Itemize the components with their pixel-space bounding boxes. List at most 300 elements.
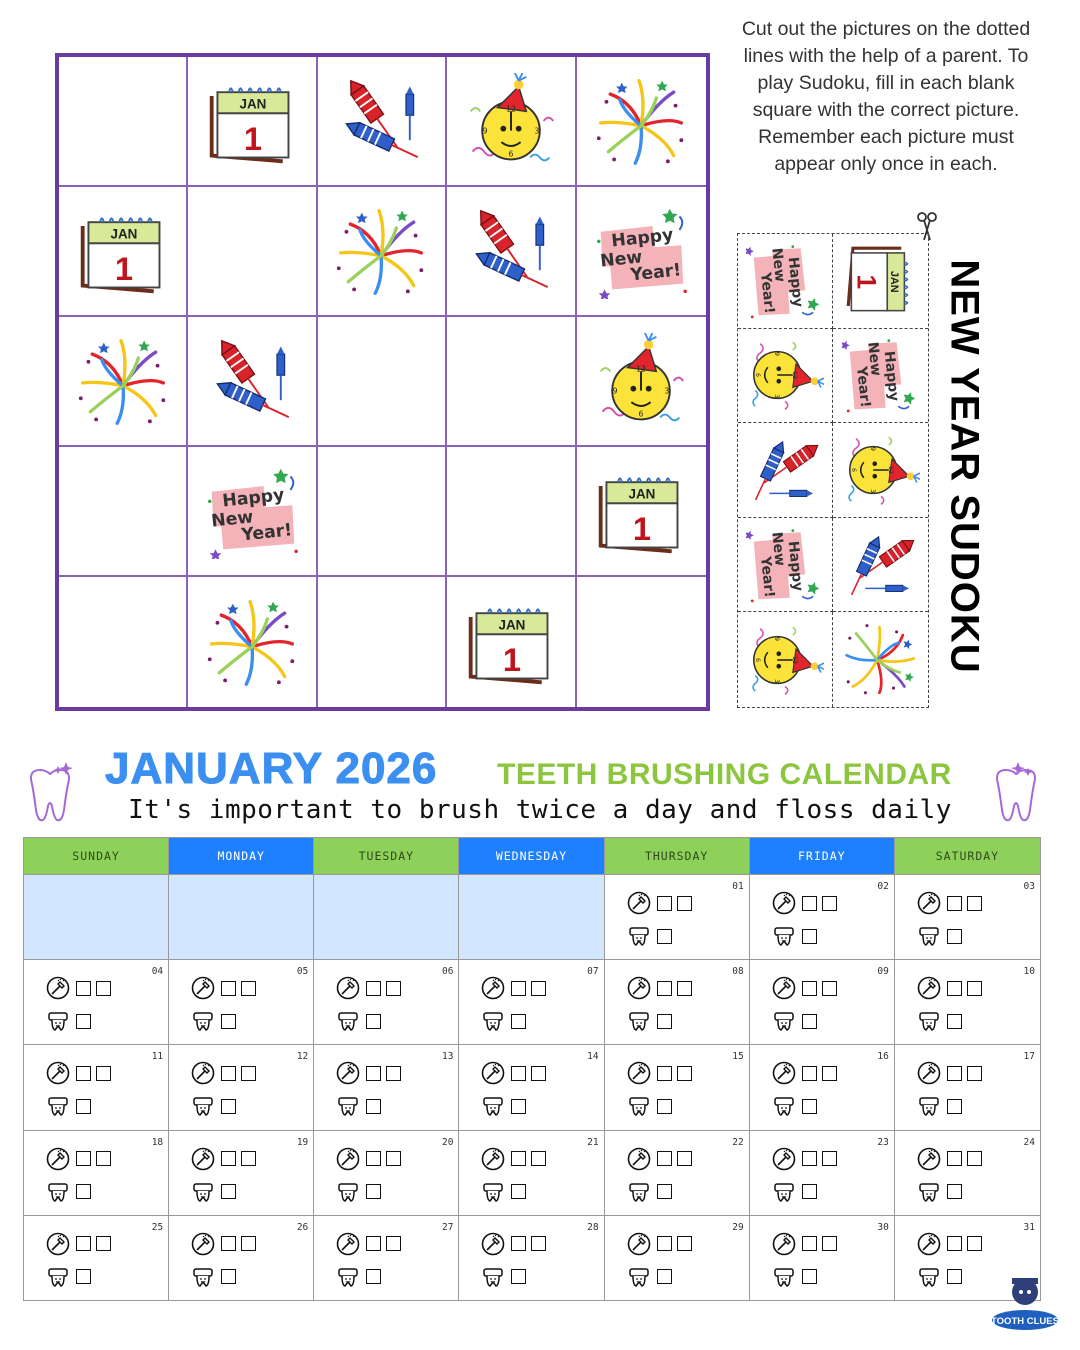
- brush-night-checkbox[interactable]: [386, 1151, 401, 1166]
- floss-icon: [917, 1094, 941, 1118]
- brush-row: [481, 1061, 551, 1085]
- brush-night-checkbox[interactable]: [531, 1236, 546, 1251]
- brush-night-checkbox[interactable]: [531, 1151, 546, 1166]
- floss-checkbox[interactable]: [802, 1184, 817, 1199]
- brush-morning-checkbox[interactable]: [366, 1151, 381, 1166]
- sudoku-cell: [188, 447, 317, 577]
- sudoku-cell: [577, 447, 706, 577]
- sudoku-cell: [577, 187, 706, 317]
- brush-row: [191, 1232, 261, 1256]
- toothbrush-icon: [917, 1147, 941, 1171]
- toothbrush-icon: [336, 976, 360, 1000]
- brush-row: [627, 976, 697, 1000]
- fireworks-picture: [333, 203, 429, 299]
- brush-morning-checkbox[interactable]: [657, 981, 672, 996]
- empty-day-cell: [169, 874, 314, 959]
- toothbrush-icon: [46, 1147, 70, 1171]
- floss-row: [46, 1180, 96, 1204]
- fireworks-picture: [204, 594, 300, 690]
- brush-morning-checkbox[interactable]: [76, 1236, 91, 1251]
- day-cell: [314, 1130, 459, 1215]
- day-number: 31: [1023, 1221, 1035, 1233]
- floss-icon: [772, 1094, 796, 1118]
- floss-checkbox[interactable]: [76, 1269, 91, 1284]
- toothbrush-icon: [191, 1147, 215, 1171]
- floss-checkbox[interactable]: [947, 1014, 962, 1029]
- brush-night-checkbox[interactable]: [241, 1236, 256, 1251]
- sudoku-cell: [577, 57, 706, 187]
- floss-row: [772, 1265, 822, 1289]
- brush-morning-checkbox[interactable]: [511, 981, 526, 996]
- day-number: 22: [732, 1136, 744, 1148]
- floss-row: [481, 1180, 531, 1204]
- sudoku-cell: [188, 577, 317, 707]
- brush-row: [772, 891, 842, 915]
- sudoku-blank-cell: [447, 447, 576, 577]
- cutout-piece: [833, 423, 928, 518]
- cutout-piece: [738, 423, 833, 518]
- clock-picture: [746, 621, 824, 699]
- toothbrush-icon: [772, 1147, 796, 1171]
- toothbrush-icon: [772, 1061, 796, 1085]
- floss-checkbox[interactable]: [802, 1014, 817, 1029]
- toothbrush-icon: [481, 1147, 505, 1171]
- day-of-week-header: TUESDAY: [314, 838, 459, 874]
- brush-morning-checkbox[interactable]: [802, 1066, 817, 1081]
- brush-night-checkbox[interactable]: [967, 1151, 982, 1166]
- day-cell: [605, 874, 750, 959]
- toothbrush-icon: [481, 1061, 505, 1085]
- brush-night-checkbox[interactable]: [531, 1066, 546, 1081]
- brush-night-checkbox[interactable]: [967, 1066, 982, 1081]
- day-number: 19: [296, 1136, 309, 1148]
- floss-icon: [772, 924, 796, 948]
- fireworks-picture: [842, 621, 920, 699]
- sudoku-cell: [188, 317, 317, 447]
- day-number: 13: [441, 1051, 454, 1063]
- day-cell: [169, 1130, 314, 1215]
- brush-morning-checkbox[interactable]: [76, 1066, 91, 1081]
- floss-icon: [627, 1265, 651, 1289]
- floss-checkbox[interactable]: [511, 1014, 526, 1029]
- brush-row: [772, 1147, 842, 1171]
- brush-morning-checkbox[interactable]: [947, 896, 962, 911]
- toothbrush-icon: [917, 1061, 941, 1085]
- floss-row: [336, 1180, 386, 1204]
- floss-row: [627, 924, 677, 948]
- brush-morning-checkbox[interactable]: [511, 1066, 526, 1081]
- floss-row: [772, 1009, 822, 1033]
- cutout-piece: [833, 234, 928, 329]
- brush-night-checkbox[interactable]: [677, 1151, 692, 1166]
- floss-row: [917, 924, 967, 948]
- floss-icon: [627, 924, 651, 948]
- day-number: 30: [877, 1221, 889, 1233]
- sudoku-board: [55, 53, 710, 711]
- day-cell: [895, 1130, 1040, 1215]
- brush-row: [191, 976, 261, 1000]
- brush-morning-checkbox[interactable]: [366, 981, 381, 996]
- day-cell: [169, 959, 314, 1044]
- floss-row: [627, 1180, 677, 1204]
- day-cell: [605, 1044, 750, 1129]
- day-number: 21: [587, 1136, 599, 1148]
- day-of-week-header: MONDAY: [169, 838, 314, 874]
- floss-checkbox[interactable]: [657, 1014, 672, 1029]
- floss-row: [46, 1009, 96, 1033]
- floss-checkbox[interactable]: [947, 1269, 962, 1284]
- floss-icon: [46, 1180, 70, 1204]
- brush-night-checkbox[interactable]: [241, 1066, 256, 1081]
- day-of-week-header: THURSDAY: [605, 838, 750, 874]
- brush-morning-checkbox[interactable]: [511, 1236, 526, 1251]
- floss-checkbox[interactable]: [657, 1184, 672, 1199]
- brush-row: [336, 976, 406, 1000]
- sudoku-blank-cell: [318, 447, 447, 577]
- day-cell: [459, 1215, 604, 1300]
- day-number: 02: [877, 881, 889, 892]
- day-cell: [24, 959, 169, 1044]
- floss-icon: [481, 1265, 505, 1289]
- sudoku-cell: [318, 57, 447, 187]
- day-number: 28: [587, 1221, 599, 1233]
- sudoku-blank-cell: [447, 317, 576, 447]
- floss-icon: [917, 1009, 941, 1033]
- floss-icon: [917, 1180, 941, 1204]
- toothbrush-icon: [627, 891, 651, 915]
- happy-picture: [842, 336, 920, 414]
- happy-picture: [593, 203, 689, 299]
- toothbrush-icon: [772, 891, 796, 915]
- floss-row: [772, 1180, 822, 1204]
- sudoku-blank-cell: [188, 187, 317, 317]
- day-number: 29: [732, 1221, 744, 1233]
- toothbrush-icon: [917, 1232, 941, 1256]
- brush-morning-checkbox[interactable]: [802, 981, 817, 996]
- toothbrush-icon: [336, 1232, 360, 1256]
- floss-checkbox[interactable]: [947, 929, 962, 944]
- floss-checkbox[interactable]: [657, 1099, 672, 1114]
- brush-morning-checkbox[interactable]: [802, 1236, 817, 1251]
- calendar-picture: [463, 594, 559, 690]
- floss-icon: [191, 1009, 215, 1033]
- toothbrush-icon: [46, 1232, 70, 1256]
- floss-checkbox[interactable]: [947, 1184, 962, 1199]
- sudoku-blank-cell: [59, 447, 188, 577]
- calendar-picture: [842, 242, 920, 320]
- brush-morning-checkbox[interactable]: [802, 1151, 817, 1166]
- brush-row: [336, 1147, 406, 1171]
- floss-checkbox[interactable]: [511, 1269, 526, 1284]
- day-cell: [24, 1215, 169, 1300]
- day-cell: [750, 1130, 895, 1215]
- brush-night-checkbox[interactable]: [531, 981, 546, 996]
- floss-row: [191, 1265, 241, 1289]
- rockets-picture: [842, 526, 920, 604]
- floss-icon: [336, 1094, 360, 1118]
- floss-row: [481, 1094, 531, 1118]
- brush-night-checkbox[interactable]: [96, 1066, 111, 1081]
- brush-morning-checkbox[interactable]: [511, 1151, 526, 1166]
- brush-morning-checkbox[interactable]: [947, 1151, 962, 1166]
- day-cell: [169, 1044, 314, 1129]
- empty-day-cell: [24, 874, 169, 959]
- cutout-piece: [738, 518, 833, 613]
- floss-checkbox[interactable]: [221, 1014, 236, 1029]
- clock-picture: [463, 73, 559, 169]
- day-number: 14: [587, 1051, 599, 1063]
- floss-row: [336, 1265, 386, 1289]
- floss-checkbox[interactable]: [366, 1184, 381, 1199]
- tooth-clues-logo: [990, 1272, 1060, 1334]
- calendar-picture: [593, 463, 689, 559]
- clock-picture: [593, 333, 689, 429]
- floss-icon: [627, 1009, 651, 1033]
- day-cell: [750, 874, 895, 959]
- day-number: 20: [441, 1136, 454, 1148]
- brush-night-checkbox[interactable]: [241, 981, 256, 996]
- day-number: 06: [441, 966, 454, 978]
- brush-night-checkbox[interactable]: [96, 1236, 111, 1251]
- brush-row: [191, 1061, 261, 1085]
- floss-row: [46, 1094, 96, 1118]
- brush-night-checkbox[interactable]: [677, 896, 692, 911]
- toothbrush-icon: [336, 1147, 360, 1171]
- day-cell: [895, 874, 1040, 959]
- day-cell: [895, 959, 1040, 1044]
- brush-row: [46, 976, 116, 1000]
- day-cell: [605, 959, 750, 1044]
- brush-row: [917, 1232, 987, 1256]
- sudoku-blank-cell: [59, 57, 188, 187]
- sudoku-cell: [447, 577, 576, 707]
- toothbrush-icon: [46, 976, 70, 1000]
- floss-row: [627, 1265, 677, 1289]
- brush-morning-checkbox[interactable]: [76, 1151, 91, 1166]
- cutout-piece: [738, 329, 833, 424]
- brush-night-checkbox[interactable]: [677, 1066, 692, 1081]
- brush-row: [917, 891, 987, 915]
- brush-morning-checkbox[interactable]: [947, 1066, 962, 1081]
- brush-row: [481, 976, 551, 1000]
- day-cell: [459, 959, 604, 1044]
- brush-row: [627, 1061, 697, 1085]
- floss-icon: [336, 1265, 360, 1289]
- toothbrush-icon: [772, 976, 796, 1000]
- floss-checkbox[interactable]: [221, 1269, 236, 1284]
- brush-night-checkbox[interactable]: [96, 981, 111, 996]
- brush-night-checkbox[interactable]: [386, 981, 401, 996]
- happy-picture: [204, 463, 300, 559]
- toothbrush-icon: [481, 1232, 505, 1256]
- floss-checkbox[interactable]: [802, 1269, 817, 1284]
- brush-night-checkbox[interactable]: [967, 896, 982, 911]
- day-number: 07: [587, 966, 599, 978]
- day-cell: [314, 1044, 459, 1129]
- day-number: 10: [1023, 966, 1035, 978]
- brush-night-checkbox[interactable]: [386, 1066, 401, 1081]
- brush-morning-checkbox[interactable]: [657, 896, 672, 911]
- brush-night-checkbox[interactable]: [822, 1151, 837, 1166]
- toothbrush-icon: [627, 976, 651, 1000]
- floss-row: [481, 1009, 531, 1033]
- floss-row: [191, 1094, 241, 1118]
- floss-icon: [336, 1180, 360, 1204]
- brush-night-checkbox[interactable]: [967, 1236, 982, 1251]
- floss-checkbox[interactable]: [76, 1099, 91, 1114]
- brush-row: [772, 1232, 842, 1256]
- toothbrush-icon: [772, 1232, 796, 1256]
- day-of-week-header: WEDNESDAY: [459, 838, 604, 874]
- brush-row: [481, 1147, 551, 1171]
- floss-icon: [191, 1180, 215, 1204]
- floss-icon: [191, 1094, 215, 1118]
- brush-morning-checkbox[interactable]: [947, 981, 962, 996]
- brush-row: [46, 1147, 116, 1171]
- brush-row: [46, 1061, 116, 1085]
- fireworks-picture: [75, 333, 171, 429]
- day-number: 03: [1023, 881, 1035, 892]
- sudoku-cell: [59, 317, 188, 447]
- floss-checkbox[interactable]: [657, 1269, 672, 1284]
- brush-night-checkbox[interactable]: [386, 1236, 401, 1251]
- sudoku-cell: [447, 187, 576, 317]
- day-number: 27: [441, 1221, 454, 1233]
- floss-checkbox[interactable]: [366, 1014, 381, 1029]
- brush-row: [772, 976, 842, 1000]
- floss-row: [772, 1094, 822, 1118]
- floss-icon: [46, 1265, 70, 1289]
- day-cell: [750, 1215, 895, 1300]
- floss-checkbox[interactable]: [366, 1269, 381, 1284]
- floss-row: [917, 1009, 967, 1033]
- toothbrush-icon: [336, 1061, 360, 1085]
- day-cell: [169, 1215, 314, 1300]
- floss-row: [191, 1009, 241, 1033]
- floss-checkbox[interactable]: [76, 1014, 91, 1029]
- floss-checkbox[interactable]: [76, 1184, 91, 1199]
- floss-row: [627, 1094, 677, 1118]
- rockets-picture: [333, 73, 429, 169]
- brush-morning-checkbox[interactable]: [221, 1066, 236, 1081]
- floss-checkbox[interactable]: [511, 1099, 526, 1114]
- brush-night-checkbox[interactable]: [822, 981, 837, 996]
- day-number: 01: [732, 881, 744, 892]
- floss-checkbox[interactable]: [802, 929, 817, 944]
- brush-night-checkbox[interactable]: [822, 1066, 837, 1081]
- floss-checkbox[interactable]: [947, 1099, 962, 1114]
- day-cell: [895, 1044, 1040, 1129]
- floss-row: [46, 1265, 96, 1289]
- brush-morning-checkbox[interactable]: [76, 981, 91, 996]
- brush-night-checkbox[interactable]: [822, 1236, 837, 1251]
- side-title: NEW YEAR SUDOKU: [942, 258, 987, 674]
- cutout-piece: [738, 234, 833, 329]
- sudoku-cell: [188, 57, 317, 187]
- floss-row: [917, 1265, 967, 1289]
- brush-night-checkbox[interactable]: [241, 1151, 256, 1166]
- floss-icon: [336, 1009, 360, 1033]
- cutout-piece: [833, 612, 928, 707]
- day-cell: [314, 1215, 459, 1300]
- brush-morning-checkbox[interactable]: [366, 1066, 381, 1081]
- day-number: 25: [151, 1221, 164, 1233]
- day-number: 16: [877, 1051, 889, 1063]
- day-cell: [314, 959, 459, 1044]
- brush-row: [772, 1061, 842, 1085]
- floss-checkbox[interactable]: [366, 1099, 381, 1114]
- floss-row: [627, 1009, 677, 1033]
- fireworks-picture: [593, 73, 689, 169]
- toothbrush-icon: [917, 976, 941, 1000]
- toothbrush-icon: [481, 976, 505, 1000]
- cutout-piece: [738, 612, 833, 707]
- toothbrush-icon: [191, 1061, 215, 1085]
- floss-icon: [627, 1094, 651, 1118]
- sudoku-blank-cell: [577, 577, 706, 707]
- floss-icon: [772, 1265, 796, 1289]
- brush-morning-checkbox[interactable]: [221, 981, 236, 996]
- happy-picture: [746, 526, 824, 604]
- brush-night-checkbox[interactable]: [967, 981, 982, 996]
- brush-row: [481, 1232, 551, 1256]
- day-number: 17: [1023, 1051, 1035, 1063]
- brush-morning-checkbox[interactable]: [657, 1066, 672, 1081]
- brush-night-checkbox[interactable]: [677, 1236, 692, 1251]
- brush-morning-checkbox[interactable]: [947, 1236, 962, 1251]
- floss-checkbox[interactable]: [511, 1184, 526, 1199]
- floss-row: [917, 1094, 967, 1118]
- cutout-piece: [833, 518, 928, 613]
- day-cell: [459, 1044, 604, 1129]
- toothbrush-icon: [191, 976, 215, 1000]
- floss-icon: [191, 1265, 215, 1289]
- rockets-picture: [746, 431, 824, 509]
- brush-night-checkbox[interactable]: [677, 981, 692, 996]
- brush-night-checkbox[interactable]: [96, 1151, 111, 1166]
- brush-morning-checkbox[interactable]: [366, 1236, 381, 1251]
- clock-picture: [746, 336, 824, 414]
- floss-checkbox[interactable]: [657, 929, 672, 944]
- floss-icon: [627, 1180, 651, 1204]
- brush-morning-checkbox[interactable]: [657, 1236, 672, 1251]
- floss-row: [481, 1265, 531, 1289]
- brush-morning-checkbox[interactable]: [221, 1236, 236, 1251]
- brush-night-checkbox[interactable]: [822, 896, 837, 911]
- floss-row: [772, 924, 822, 948]
- brush-morning-checkbox[interactable]: [221, 1151, 236, 1166]
- day-of-week-header: SATURDAY: [895, 838, 1040, 874]
- brush-row: [336, 1061, 406, 1085]
- sudoku-cell: [447, 57, 576, 187]
- brush-morning-checkbox[interactable]: [802, 896, 817, 911]
- calendar-picture: [204, 73, 300, 169]
- floss-row: [191, 1180, 241, 1204]
- floss-checkbox[interactable]: [221, 1184, 236, 1199]
- floss-icon: [772, 1180, 796, 1204]
- floss-checkbox[interactable]: [802, 1099, 817, 1114]
- brush-morning-checkbox[interactable]: [657, 1151, 672, 1166]
- sudoku-cell: [318, 187, 447, 317]
- floss-icon: [917, 1265, 941, 1289]
- floss-checkbox[interactable]: [221, 1099, 236, 1114]
- floss-row: [336, 1009, 386, 1033]
- sudoku-blank-cell: [59, 577, 188, 707]
- brush-row: [917, 976, 987, 1000]
- brush-row: [917, 1061, 987, 1085]
- toothbrush-icon: [191, 1232, 215, 1256]
- floss-icon: [46, 1094, 70, 1118]
